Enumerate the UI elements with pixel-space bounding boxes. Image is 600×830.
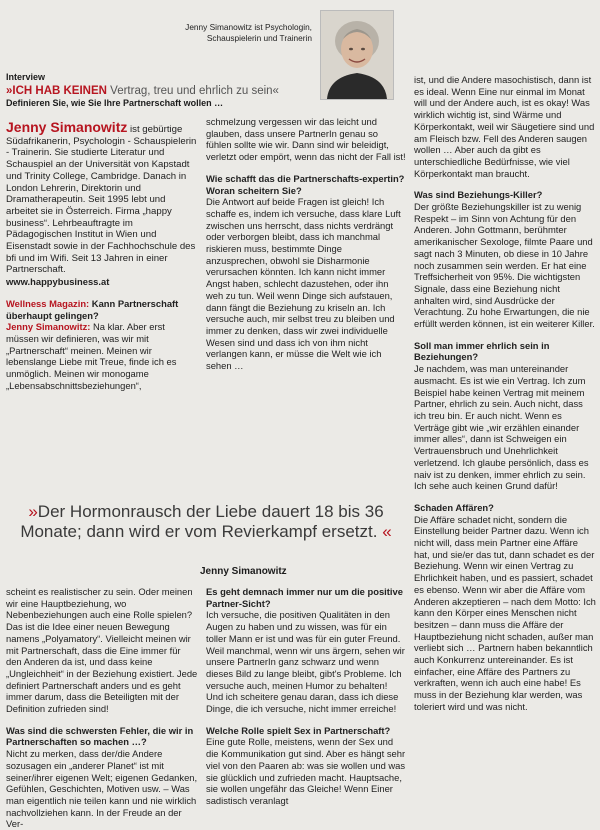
question-killer: Was sind Beziehungs-Killer? xyxy=(414,189,543,201)
quote-open-mark: » xyxy=(28,502,38,521)
question-affair: Schaden Affären? xyxy=(414,501,494,513)
question-1-text: Kann Partnerschaft überhaupt gelingen? xyxy=(6,297,179,321)
portrait-image xyxy=(321,11,393,99)
paragraph: schmelzung vergessen wir das leicht und glauben, dass unsere PartnerIn genau so fühlen sollte wie wir. Dann sind wir beleidigt, verletzt oder empört, wenn das nicht der Fall ist! xyxy=(206,116,406,163)
question-honest: Soll man immer ehrlich sein in Beziehungen? xyxy=(414,339,550,363)
column-intro xyxy=(6,116,198,493)
intro-name: Jenny Simanowitz xyxy=(6,119,128,135)
answer-sex: Eine gute Rolle, meistens, wenn der Sex und die Kommunikation gut sind. Aber es hängt sehr viel von den Paaren ab: was sie wollen und was sie glücklich und zufrieden macht. Hauptsache, sie wollen ungefähr das Gleiche! Wenn Einer sadistisch veranlagt xyxy=(206,736,406,806)
question-1-source: Wellness Magazin: xyxy=(6,297,90,309)
intro-paragraph xyxy=(6,119,198,276)
column-lower-middle xyxy=(206,586,406,822)
subheadline: Definieren Sie, wie Sie Ihre Partnerschaft wollen … xyxy=(6,98,224,108)
question-positive: Es geht demnach immer nur um die positive Partner-Sicht? xyxy=(206,586,403,609)
section-label: Interview xyxy=(6,72,46,82)
intro-text: ist gebürtige Südafrikanerin, Psychologin - Schauspielerin - Trainerin. Sie studierte Literatur und Schauspiel an der Universität von Kapstadt und Trinity College, Cambridge. Danach in London Lehrerin, Direktorin und Dramatherapeutin. Seit 1995 lebt und arbeitet sie in Österreich. Firma „happy business“. Lehrbeauftragte im Pädagogischen Institut in Wien und Eisenstadt sowie in der Fachhochschule des bfi und im Wifi. Seit 13 Jahren in einer Partnerschaft. xyxy=(6,124,197,276)
answer-honest: Je nachdem, was man untereinander ausmacht. Es ist wie ein Vertrag. Ich zum Beispiel habe keinen Vertrag mit meinem Partner, ehrlich zu sein. Auch nicht, dass ich treu bin. Er auch nicht. Wenn es Verträge gibt wie „wir erzählen einander immer alles“, dann ist Schweigen ein Vertrauensbruch und Unehrlichkeit verletzend. Ich glaube persönlich, dass es naiv ist zu denken, immer ehrlich zu sein. Ich sehe auch keinen Grund dafür! xyxy=(414,363,589,492)
headline xyxy=(6,85,326,97)
headline-red: »ICH HAB KEINEN xyxy=(6,85,107,97)
answer-1-speaker: Jenny Simanowitz: xyxy=(6,321,91,333)
photo-caption: Jenny Simanowitz ist Psychologin, Schauspielerin und Trainerin xyxy=(185,22,312,43)
paragraph: ist, und die Andere masochistisch, dann ist es ideal. Wenn Eine nur einmal im Monat will und der Andere auch, ist es okay! Was wirklich wichtig ist, sind Wärme und Körperkontakt, weil wir Säugetiere sind und am Fleisch bzw. Fell des Anderen saugen wollen … Aber auch da gibt es unterschiedliche Bedürfnisse, wie viel Körperkontakt man braucht. xyxy=(414,74,595,179)
answer-2: Die Antwort auf beide Fragen ist gleich! Ich schaffe es, indem ich versuche, dass klare Luft zwischen uns herrscht, dass nichts verdrängt oder verborgen bleibt, dass ich manchmal riskieren muss, bestimmte Dinge anzusprechen, obwohl sie Disharmonie verursachen könnten. Ich kann nicht immer Angst haben, schlecht dazustehen, oder ihn weh zu tun. Weil wenn Dinge sich aufstauen, dann fängt die Beziehung zu kriseln an. Ich versuche auch, mir selbst treu zu bleiben und immer zu denken, dass wir zwei individuelle Wesen sind und dass ich von ihm nicht verlangen kann, er müsse die Welt wie ich sehen … xyxy=(206,196,401,372)
answer-1 xyxy=(6,321,198,391)
answer-1-text: Na klar. Aber erst müssen wir definieren, was wir mit „Partnerschaft“ meinen. Meinen wir lebenslange Liebe mit Treue, finde ich es unmöglich. Meinen wir monogame „Lebensabschnittsbeziehungen“, xyxy=(6,321,177,391)
quote-text: Der Hormonrausch der Liebe dauert 18 bis 36 Monate; dann wird er vom Revierkampf ersetzt. xyxy=(20,502,384,541)
answer-positive: Ich versuche, die positiven Qualitäten in den Augen zu haben und zu wissen, was für ein toller Mann er ist und was für ein guter Freund. Weil manchmal, wenn wir uns ärgern, sehen wir unsere PartnerIn ganz schwarz und wenn dieses Bild zu lange bleibt, gibt's Probleme. Ich versuche auch, meinen Humor zu behalten! Und ich scheitere genau daran, dass ich diese Dinge, die ich versuche, nicht immer erreiche! xyxy=(206,609,405,715)
question-errors: Was sind die schwersten Fehler, die wir in Partnerschaften so machen …? xyxy=(6,724,194,748)
quote-author: Jenny Simanowitz xyxy=(200,566,287,577)
column-right xyxy=(414,74,596,822)
question-sex: Welche Rolle spielt Sex in Partnerschaft? xyxy=(206,724,391,736)
question-2: Wie schafft das die Partnerschafts-expertin? Woran scheitern Sie? xyxy=(206,172,405,196)
question-1 xyxy=(6,298,198,321)
pull-quote xyxy=(6,502,406,542)
column-lower-left xyxy=(6,586,198,830)
answer-killer: Der größte Beziehungskiller ist zu wenig Respekt – im Sinn von Achtung für den Anderen. John Gottmann, berühmter amerikanischer Sexologe, filmte Paare und sagt nach 3 Minuten, ob diese in 10 Jahre noch zusammen sein werden. Er hat eine Treffsicherheit von 95%. Die wichtigsten Signale, dass eine Beziehung nicht anhalten wird, sind Ausdrücke der Verachtung. Zu hohe Erwartungen, die nie erfüllt werden können, ist ein weiterer Killer. xyxy=(414,201,595,330)
column-middle-top xyxy=(206,116,406,493)
answer-errors: Nicht zu merken, dass der/die Andere sozusagen ein „anderer Planet“ ist mit seiner/ihrer eigenen Welt; eigenen Gedanken, Gefühlen, Geschichten, Motiven usw. – Was man eigentlich nie teilen kann und nie wirklich nachvollziehen kann. In der Freude an der Ver- xyxy=(6,748,198,830)
portrait-photo xyxy=(320,10,394,100)
paragraph: scheint es realistischer zu sein. Oder meinen wir eine Hauptbeziehung, wo Nebenbeziehungen auch eine Rolle spielen? Das ist die Idee einer neuen Bewegung namens „Polyamatory“. Vielleicht meinen wir mit Partnerschaft, dass die Eine immer für den Anderen da ist, und dass keine „Ungleichheit“ in der Beziehung existiert. Jede definiert Partnerschaft anders und es geht immer darum, dass die Beteiligten mit der Definition zufrieden sind! xyxy=(6,586,198,715)
quote-close-mark: « xyxy=(382,522,392,541)
answer-affair: Die Affäre schadet nicht, sondern die Einstellung beider Partner dazu. Wenn ich nicht will, dass mein Partner eine Affäre hat, und sie/er das tut, dann schadet es der Beziehung. Wenn wir einen Vertrag zu Ehrlichkeit haben, und es passiert, schadet es ebenso. Wenn wir aber die Affäre vom Anderen akzeptieren – nach dem Motto: Ich kann den Körper eines Menschen nicht besitzen – dann muss die Affäre der Hauptbeziehung nicht schaden, außer man verliebt sich … Partnern haben bekanntlich auch Konkurrenz untereinander. Es ist einfacher, eine Affäre des Partners zu verkraften, wenn ich auch eine habe! Es muss in der Beziehung klar werden, was toleriert wird und was nicht. xyxy=(414,513,596,712)
headline-grey: Vertrag, treu und ehrlich zu sein« xyxy=(106,85,279,97)
website-link[interactable]: www.happybusiness.at xyxy=(6,276,110,288)
